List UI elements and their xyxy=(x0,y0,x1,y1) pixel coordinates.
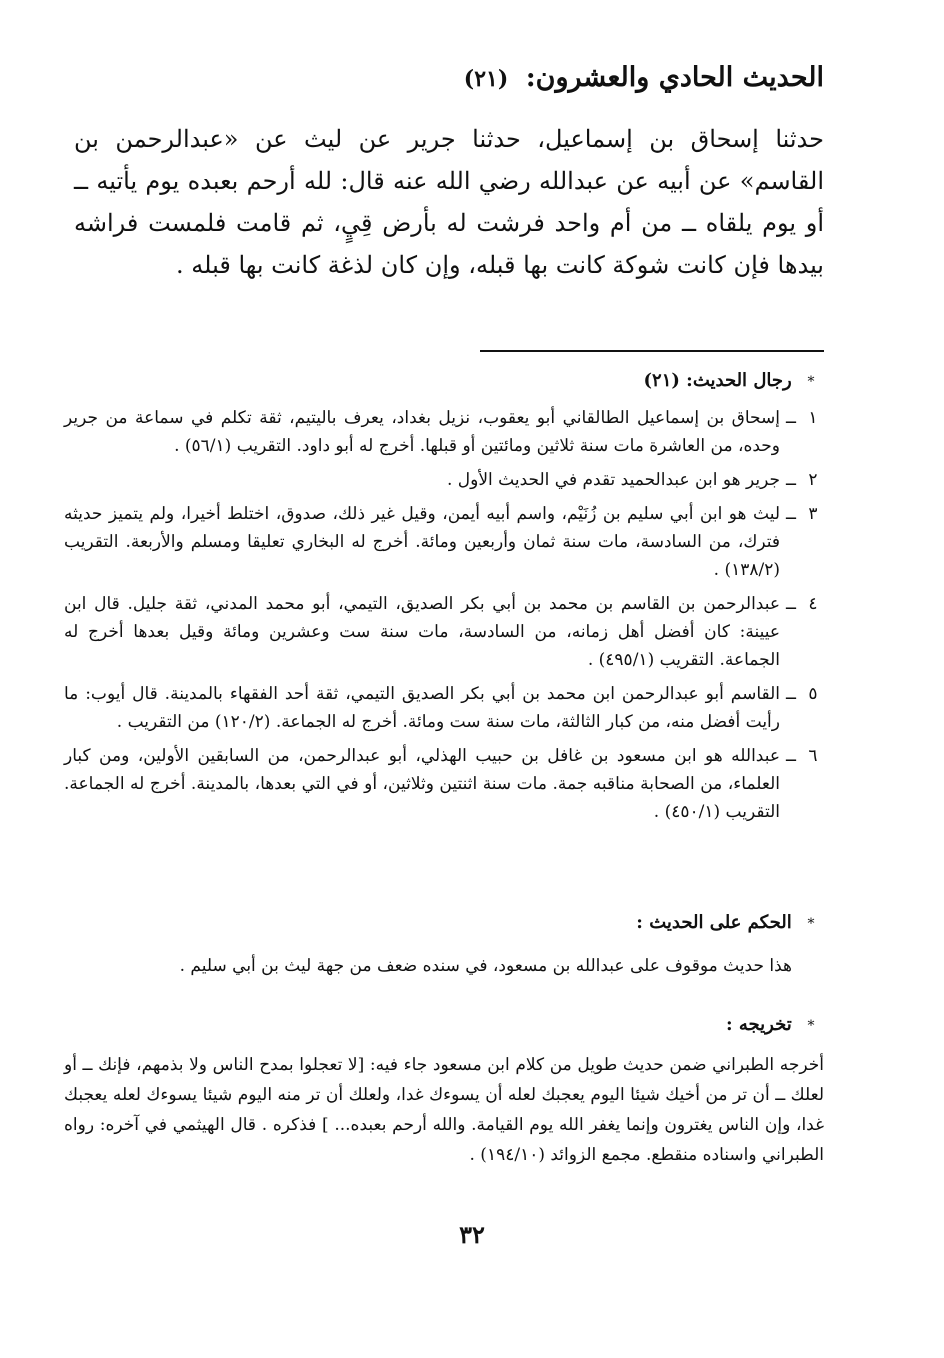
takhrij-heading-text: تخريجه : xyxy=(725,1014,792,1035)
hadith-text-block xyxy=(74,118,824,286)
ruling-heading-text: الحكم على الحديث : xyxy=(636,912,792,933)
narrator-dash: ــ xyxy=(786,746,796,766)
narrator-dash: ــ xyxy=(786,504,796,524)
narrators-list xyxy=(64,404,824,832)
narrator-item xyxy=(64,466,824,494)
narrator-number: ٥ xyxy=(808,684,818,704)
narrator-number: ٤ xyxy=(808,594,818,614)
ruling-bullet: * xyxy=(807,916,815,932)
narrator-dash: ــ xyxy=(786,594,796,614)
narrator-dash: ــ xyxy=(786,408,796,428)
hadith-title-text: الحديث الحادي والعشرون: xyxy=(525,62,824,93)
narrator-text: عبدالرحمن بن القاسم بن محمد بن أبي بكر الصديق، التيمي، أبو محمد المدني، ثقة جليل. قال ابن عيينة: كان أفضل أهل زمانه، من السادسة، مات سنة ست وعشرين ومائة وقيل بعدها أخرج له الجماعة. التقريب (٤٩٥/١) . xyxy=(64,594,780,670)
hadith-number: (٢١) xyxy=(463,66,509,92)
narrator-text: إسحاق بن إسماعيل الطالقاني أبو يعقوب، نزيل بغداد، يعرف باليتيم، ثقة تكلم في سماعة من جرير وحده، من العاشرة مات سنة ثلاثين ومائتين أو قبلها. أخرج له أبو داود. التقريب (٥٦/١) . xyxy=(64,408,780,456)
narrator-number: ٣ xyxy=(808,504,818,524)
footnote-divider xyxy=(480,350,824,352)
narrator-text: عبدالله هو ابن مسعود بن غافل بن حبيب الهذلي، أبو عبدالرحمن، من السابقين الأولين، ومن كبار العلماء، من الصحابة مناقبه جمة. مات سنة اثنتين وثلاثين، أو في التي بعدها، بالمدينة. أخرج له الجماعة. التقريب (٤٥٠/١) . xyxy=(64,746,780,822)
narrator-item xyxy=(64,742,824,826)
narrator-number: ٦ xyxy=(808,746,818,766)
narrator-number: ١ xyxy=(808,408,818,428)
narrator-dash: ــ xyxy=(786,684,796,704)
narrator-item xyxy=(64,590,824,674)
narrator-item xyxy=(64,404,824,460)
hadith-title xyxy=(464,62,824,93)
narrator-item xyxy=(64,680,824,736)
narrator-text: جرير هو ابن عبدالحميد تقدم في الحديث الأول . xyxy=(446,470,780,490)
takhrij-text: أخرجه الطبراني ضمن حديث طويل من كلام ابن مسعود جاء فيه: [لا تعجلوا بمدح الناس ولا بذمهم، فإنك ــ أو لعلك ــ أن تر من أخيك شيئا اليوم يعجبك لعله أن يسوءك غدا، ولعلك أن تر منه اليوم شيئا يسوءك لعله يعجبك غدا، وإن الناس يغترون وإنما يغفر الله يوم القيامة. والله أرحم بعبده... ] فذكره . قال الهيثمي في آخره: رواه الطبراني واسناده منقطع. مجمع الزوائد (١٩٤/١٠) . xyxy=(64,1055,824,1165)
ruling-text: هذا حديث موقوف على عبدالله بن مسعود، في سنده ضعف من جهة ليث بن أبي سليم . xyxy=(179,956,792,976)
narrator-number: ٢ xyxy=(808,470,818,490)
takhrij-bullet: * xyxy=(807,1018,815,1034)
narrator-dash: ــ xyxy=(786,470,796,490)
takhrij-heading xyxy=(726,1014,824,1035)
page-number: ٣٢ xyxy=(459,1220,485,1249)
narrator-item xyxy=(64,500,824,584)
narrators-bullet: * xyxy=(807,374,815,390)
narrators-heading-text: رجال الحديث: (٢١) xyxy=(643,370,792,391)
narrators-heading xyxy=(644,370,824,391)
narrator-text: ليث هو ابن أبي سليم بن زُنَيْم، واسم أبيه أيمن، وقيل غير ذلك، صدوق، اختلط أخيرا، ولم يتميز حديثه فترك، من السادسة، مات سنة ثمان وأربعين ومائة. أخرج له البخاري تعليقا ومسلم والأربعة. التقريب (١٣٨/٢) . xyxy=(64,504,780,580)
ruling-heading xyxy=(636,912,824,933)
narrator-text: القاسم أبو عبدالرحمن ابن محمد بن أبي بكر الصديق التيمي، ثقة أحد الفقهاء بالمدينة. قال أيوب: ما رأيت أفضل منه، من كبار الثالثة، مات سنة ست ومائة. أخرج له الجماعة. (١٢٠/٢) من التقريب . xyxy=(64,684,780,732)
hadith-text: حدثنا إسحاق بن إسماعيل، حدثنا جرير عن ليث عن «عبدالرحمن بن القاسم» عن أبيه عن عبدالله رضي الله عنه قال: لله أرحم بعبده يوم يأتيه ــ أو يوم يلقاه ــ من أم واحد فرشت له بأرض قِيٍ، ثم قامت فلمست فراشه بيدها فإن كانت شوكة كانت بها قبله، وإن كان لذغة كانت بها قبله . xyxy=(74,125,824,279)
